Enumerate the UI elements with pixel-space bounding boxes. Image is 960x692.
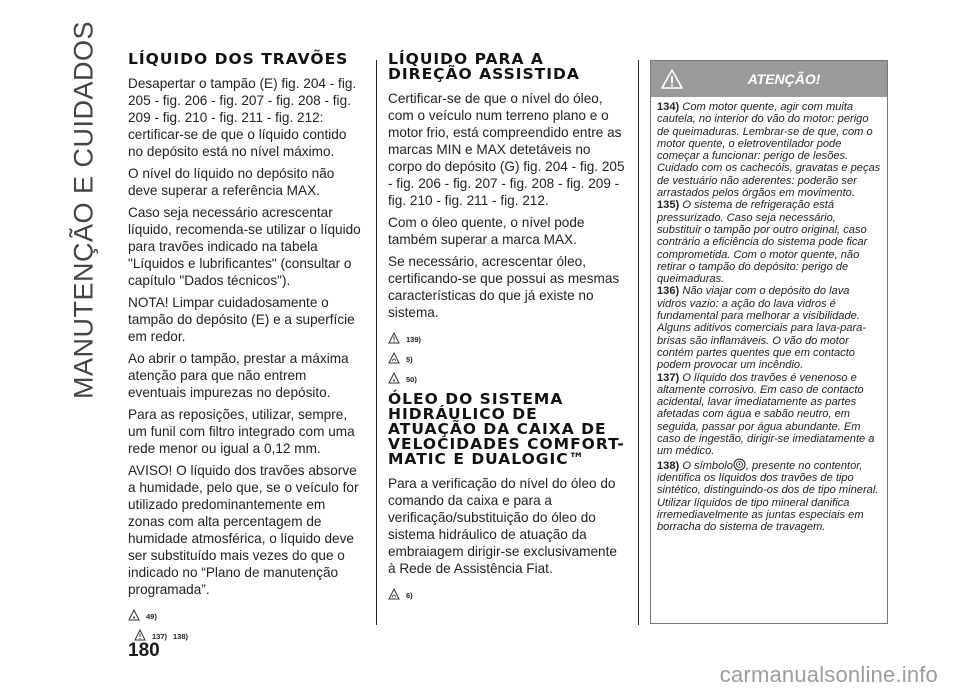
item-number: 138) — [657, 459, 680, 472]
item-text: O símbolo — [682, 459, 733, 472]
warning-ref-label: 138) — [173, 632, 189, 641]
caution-reference — [388, 346, 628, 364]
item-text: Com motor quente, agir com muita cautela, no interior do vão do motor: perigo de queimaduras. Lembrar-se de que, com o motor quente, o eletroventilador pode começar a funcionar: perigo de lesões. Cuidado com os cachecóis, gravatas e peças de vestuário não aderentes: poderão ser arrastados pelos órgãos em movimento. — [657, 101, 881, 200]
paragraph: Ao abrir o tampão, prestar a máxima atenção para que não entrem eventuais impurezas no depósito. — [128, 351, 349, 400]
item-number: 134) — [657, 101, 680, 113]
attention-header — [651, 61, 887, 97]
attention-title: ATENÇÃO! — [747, 71, 821, 87]
item-text: Não viajar com o depósito do lava vidros vazio: a ação do lava vidros é fundamental para melhorar a visibilidade. Alguns aditivos comerciais para lava-para-brisas são inflamáveis. O vão do motor contém partes quentes que em contacto podem provocar um incêndio. — [657, 285, 867, 372]
heading-power-steering: LÍQUIDO PARA A DIREÇÃO ASSISTIDA — [388, 50, 580, 83]
column-divider — [376, 60, 377, 625]
paragraph: Desapertar o tampão (E) fig. 204 - fig. 205 - fig. 206 - fig. 207 - fig. 208 - fig. 209 - fig. 210 - fig. 211 - fig. 212: certificar-se de que o líquido contido no depósito está no nível máximo. — [128, 76, 357, 159]
warning-reference — [134, 623, 364, 641]
paragraph: Para as reposições, utilizar, sempre, um funil com filtro integrado com uma rede menor ou igual a 0,12 mm. — [128, 407, 355, 456]
paragraph: Com o óleo quente, o nível pode também superar a marca MAX. — [388, 215, 585, 247]
warning-ref-label: 139) — [406, 335, 422, 344]
paragraph: Para a verificação do nível do óleo do comando da caixa e para a verificação/substituição do óleo do sistema hidráulico de atuação da embraiagem dirigir-se exclusivamente à Rede de Assistência Fiat. — [388, 476, 617, 576]
paragraph: Se necessário, acrescentar óleo, certificando-se que possui as mesmas características do que já existe no sistema. — [388, 254, 620, 320]
note-icon — [128, 609, 140, 621]
heading-brake-fluid: LÍQUIDO DOS TRAVÕES — [128, 50, 349, 68]
paragraph: NOTA! Limpar cuidadosamente o tampão do depósito (E) e a superfície em redor. — [128, 295, 355, 344]
warning-reference — [388, 326, 628, 344]
paragraph: Certificar-se de que o nível do óleo, com o veículo num terreno plano e o motor frio, está compreendido entre as marcas MIN e MAX detetáveis no corpo do depósito (G) fig. 204 - fig. 205 - fig. 206 - fig. 207 - fig. 208 - fig. 209 - fig. 210 - fig. 211 - fig. 212. — [388, 91, 625, 208]
note-icon — [388, 372, 400, 384]
item-text: , presente no contentor, identifica os líquidos dos travões de tipo sintético, distinguindo-os dos de tipo mineral. Utilizar líquidos de tipo mineral danifica irremediavelmente as juntas especiais em borracha do sistema de travagem. — [657, 459, 879, 534]
heading-gearbox-hydraulic-oil: ÓLEO DO SISTEMA HIDRÁULICO DE ATUAÇÃO DA CAIXA DE VELOCIDADES COMFORT-MATIC E DUALOGIC™ — [388, 390, 625, 468]
column-brake-fluid — [128, 52, 364, 643]
attention-item — [657, 101, 881, 199]
caution-ref-label: 6) — [406, 591, 413, 600]
attention-body — [651, 97, 887, 533]
attention-item — [657, 372, 881, 458]
chapter-title-text: MANUTENÇÃO E CUIDADOS — [68, 20, 99, 400]
note-reference — [388, 366, 628, 384]
caution-reference — [388, 582, 628, 600]
item-text: O líquido dos travões é venenoso e altamente corrosivo. Em caso de contacto acidental, lavar imediatamente as partes afetadas com água e sabão neutro, em seguida, passar por água abundante. Em caso de ingestão, dirigir-se imediatamente a um médico. — [657, 371, 875, 458]
item-number: 137) — [657, 371, 680, 384]
column-divider — [638, 60, 639, 625]
chapter-side-title — [64, 20, 104, 400]
attention-box — [650, 60, 888, 624]
paragraph: AVISO! O líquido dos travões absorve a humidade, pelo que, se o veículo for utilizado predominantemente em zonas com alta percentagem de humidade atmosférica, o líquido deve ser substituído mais vezes do que o indicado no “Plano de manutenção programada”. — [128, 463, 359, 597]
note-reference — [128, 603, 364, 621]
page-number: 180 — [128, 640, 160, 661]
caution-icon — [388, 588, 400, 600]
paragraph: Caso seja necessário acrescentar líquido, recomenda-se utilizar o líquido para travões indicado na tabela "Líquidos e lubrificantes" (consultar o capítulo "Dados técnicos"). — [128, 205, 361, 288]
item-text: O sistema de refrigeração está pressurizado. Caso seja necessário, substituir o tampão por outro original, caso contrário a eficiência do sistema pode ficar comprometida. Com o motor quente, não retirar o tampão do depósito: perigo de queimaduras. — [657, 199, 868, 286]
item-number: 136) — [657, 285, 680, 298]
attention-item — [657, 285, 881, 371]
item-number: 135) — [657, 199, 680, 212]
caution-ref-label: 5) — [406, 355, 413, 364]
note-ref-label: 49) — [146, 612, 157, 621]
note-ref-label: 50) — [406, 375, 417, 384]
warning-ref-label: 137) — [152, 632, 168, 641]
warning-triangle-icon — [388, 332, 400, 344]
brake-fluid-symbol-icon — [733, 458, 746, 471]
paragraph: O nível do líquido no depósito não deve superar a referência MAX. — [128, 166, 335, 198]
watermark: carmanualsonline.info — [719, 662, 938, 687]
attention-item — [657, 199, 881, 285]
caution-icon — [388, 352, 400, 364]
column-power-steering — [388, 52, 628, 602]
attention-item — [657, 458, 881, 534]
